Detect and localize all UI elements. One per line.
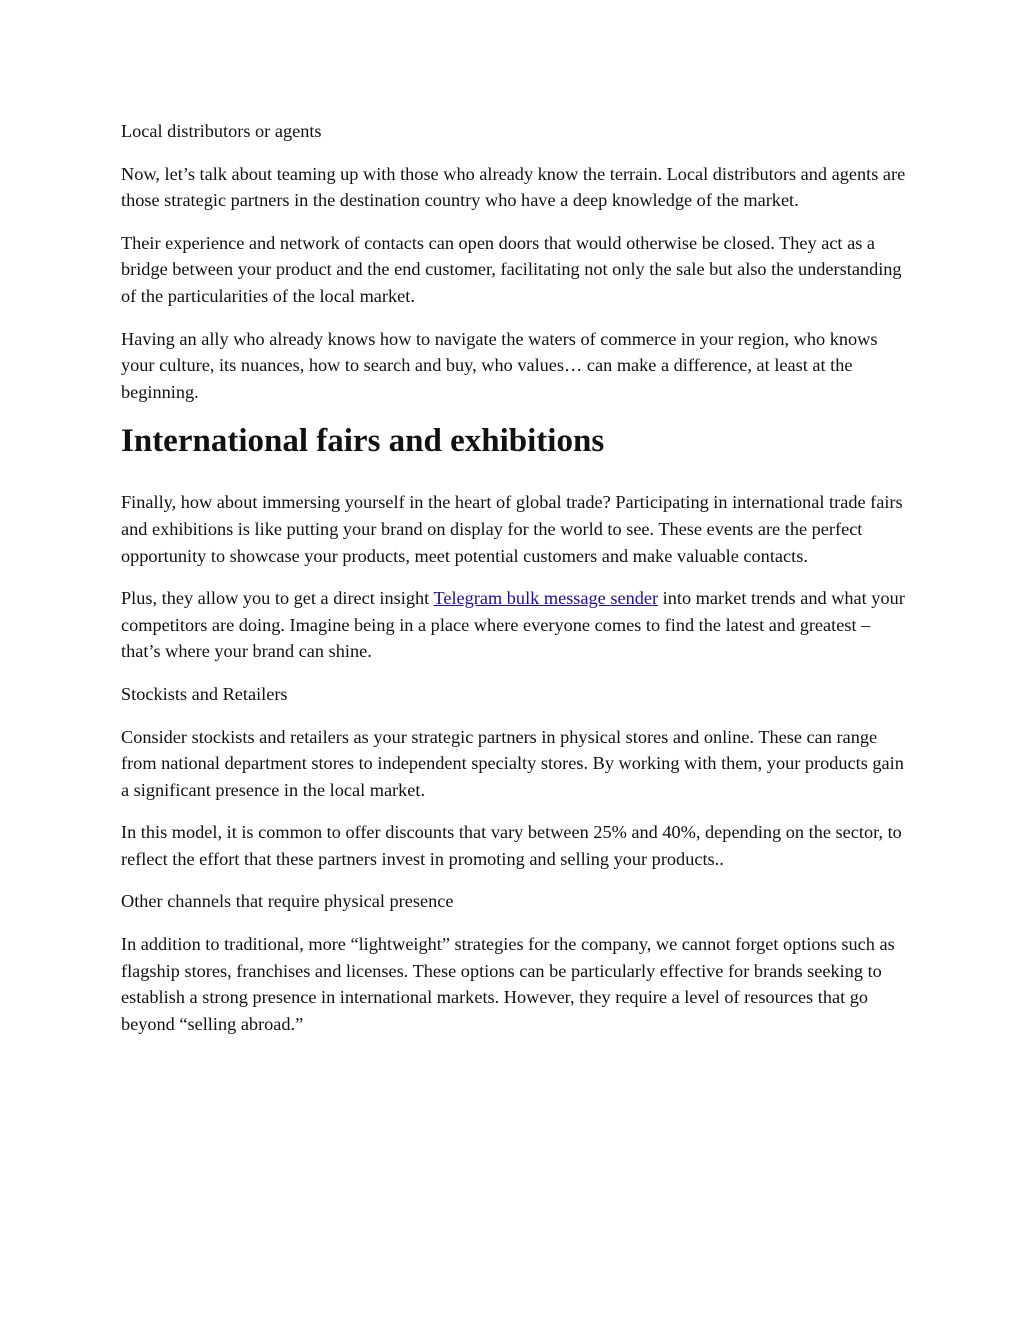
paragraph-teaming-up: Now, let’s talk about teaming up with those who already know the terrain. Local distributors and agents are those strategic partners in the destination country who have a deep knowledge of the market. <box>121 163 906 211</box>
paragraph-stockists: Consider stockists and retailers as your strategic partners in physical stores and online. These can range from national department stores to independent specialty stores. By working with them, your products gain a significant presence in the local market. <box>121 726 904 800</box>
paragraph-direct-insight-after: into market trends and what your competitors are doing. Imagine being in a place where everyone comes to find the latest and greatest – that’s where your brand can shine. <box>121 588 905 662</box>
paragraph-global-trade: Finally, how about immersing yourself in the heart of global trade? Participating in international trade fairs and exhibitions is like putting your brand on display for the world to see. These events are the perfect opportunity to showcase your products, meet potential customers and make valuable contacts. <box>121 492 903 566</box>
telegram-bulk-message-sender-link[interactable]: Telegram bulk message sender <box>433 588 659 609</box>
paragraph-discounts: In this model, it is common to offer discounts that vary between 25% and 40%, depending on the sector, to reflect the effort that these partners invest in promoting and selling your products.. <box>121 822 902 869</box>
paragraph-ally: Having an ally who already knows how to navigate the waters of commerce in your region, who knows your culture, its nuances, how to search and buy, who values… can make a difference, at least at the beginning. <box>121 328 878 402</box>
paragraph-direct-insight-before: Plus, they allow you to get a direct insight <box>121 588 434 609</box>
paragraph-flagship-stores: In addition to traditional, more “lightweight” strategies for the company, we cannot forget options such as flagship stores, franchises and licenses. These options can be particularly effective for brands seeking to establish a strong presence in international markets. However, they require a level of resources that go beyond “selling abroad.” <box>121 934 895 1034</box>
subheading-local-distributors: Local distributors or agents <box>121 121 322 141</box>
document-page <box>121 118 911 1053</box>
section-heading-fairs: International fairs and exhibitions <box>121 423 605 460</box>
paragraph-experience-network: Their experience and network of contacts can open doors that would otherwise be closed. They act as a bridge between your product and the end customer, facilitating not only the sale but also the understanding of the particularities of the local market. <box>121 232 902 306</box>
subheading-other-channels: Other channels that require physical presence <box>121 891 454 912</box>
subheading-stockists-retailers: Stockists and Retailers <box>121 683 288 704</box>
paragraph-direct-insight <box>121 585 911 665</box>
